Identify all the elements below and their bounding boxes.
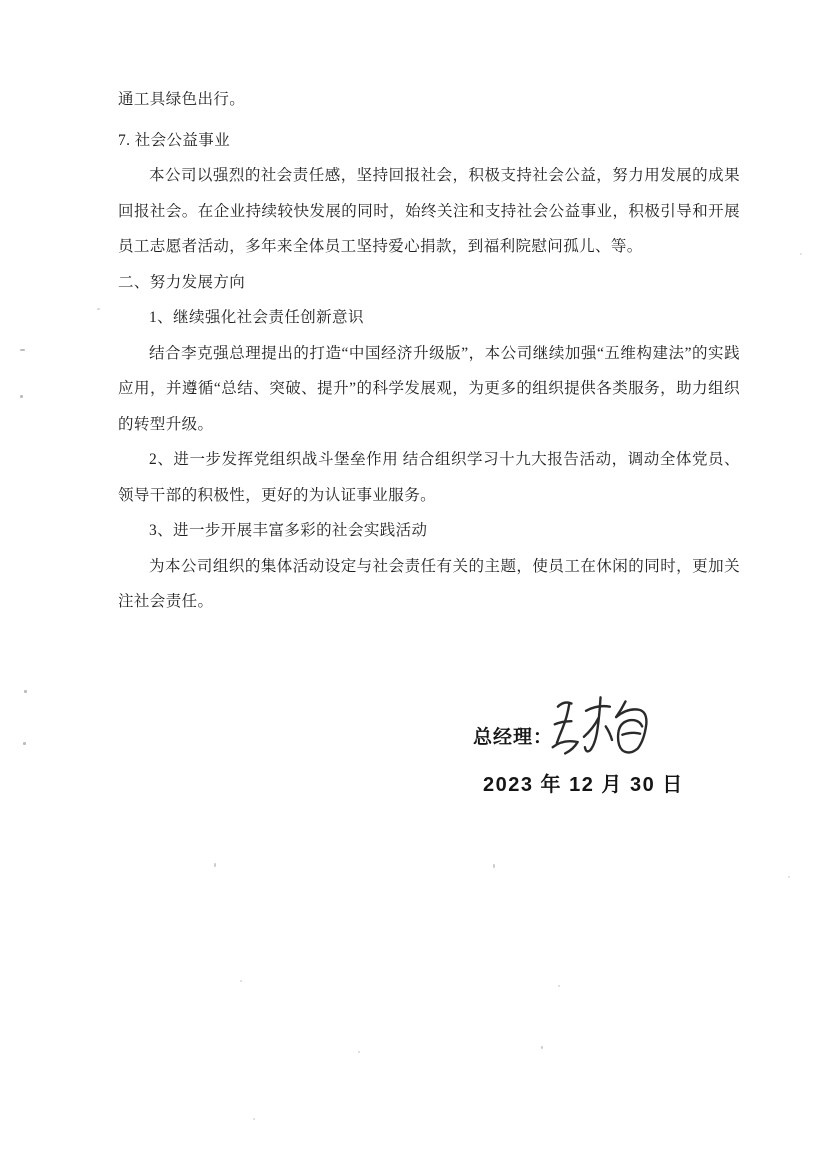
general-manager-label: 总经理： (473, 727, 554, 748)
scan-speck (358, 1051, 360, 1053)
scan-speck (20, 349, 25, 351)
scan-speck (541, 1046, 543, 1049)
heading-item-3: 3、进一步开展丰富多彩的社会实践活动 (149, 522, 428, 539)
handwritten-signature (547, 690, 652, 768)
signature-date: 2023 年 12 月 30 日 (483, 774, 684, 796)
scan-speck (253, 1118, 255, 1120)
heading-public-welfare: 7. 社会公益事业 (118, 131, 231, 149)
paragraph-item-1: 结合李克强总理提出的打造“中国经济升级版”，本公司继续加强“五维构建法”的实践应用，并遵循“总结、突破、提升”的科学发展观，为更多的组织提供各类服务，助力组织的转型升级。 (118, 344, 740, 433)
heading-item-1: 1、继续强化社会责任创新意识 (149, 309, 364, 326)
scan-speck (788, 876, 790, 878)
paragraph-item-3: 为本公司组织的集体活动设定与社会责任有关的主题，使员工在休闲的同时，更加关注社会责任。 (118, 557, 740, 610)
scan-speck (24, 690, 27, 693)
heading-development-direction: 二、努力发展方向 (118, 273, 246, 291)
paragraph-continuation: 通工具绿色出行。 (118, 91, 246, 108)
scan-speck (20, 395, 23, 398)
scan-speck (800, 253, 802, 255)
signature-block (455, 688, 755, 796)
paragraph-public-welfare: 本公司以强烈的社会责任感，坚持回报社会，积极支持社会公益，努力用发展的成果回报社会。在企业持续较快发展的同时，始终关注和支持社会公益事业，积极引导和开展员工志愿者活动，多年来全体员工坚持爱心捐款，到福利院慰问孤儿、等。 (118, 167, 740, 255)
scan-speck (97, 308, 100, 310)
scan-speck (240, 980, 242, 982)
scan-speck (214, 863, 216, 867)
scan-speck (23, 742, 26, 745)
scan-speck (493, 864, 495, 868)
paragraph-item-2: 2、进一步发挥党组织战斗堡垒作用 结合组织学习十九大报告活动，调动全体党员、领导干部的积极性，更好的为认证事业服务。 (118, 451, 740, 504)
scan-speck (558, 985, 560, 987)
document-body (118, 82, 740, 620)
